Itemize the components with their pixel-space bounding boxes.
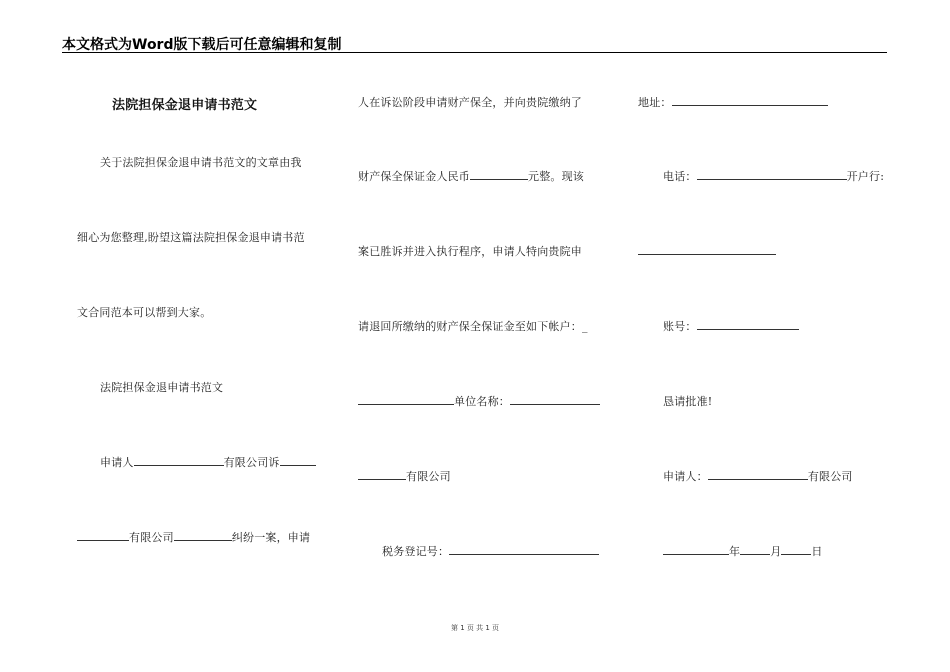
company-label-2: 有限公司 [406, 470, 451, 483]
phone-line [663, 168, 884, 184]
dispute-line [77, 529, 310, 545]
company-label-3: 有限公司 [807, 470, 853, 483]
applicant-blank [134, 454, 224, 466]
signature-line [663, 468, 853, 484]
tax-blank [449, 543, 599, 555]
dispute-label: 纠纷一案，申请 [231, 531, 311, 544]
document-title: 法院担保金退申请书范文 [112, 98, 258, 113]
applicant-line [100, 454, 316, 470]
intro-line-1: 关于法院担保金退申请书范文的文章由我 [100, 156, 302, 169]
subtitle: 法院担保金退申请书范文 [100, 381, 224, 394]
body-line-2 [358, 168, 584, 184]
deposit-amount-blank [470, 168, 528, 180]
year-label: 年 [729, 545, 741, 558]
body-line-1: 人在诉讼阶段申请财产保全，并向贵院缴纳了 [358, 96, 582, 109]
defendant-name-blank [77, 529, 129, 541]
company-name-blank [358, 468, 406, 480]
intro-line-3: 文合同范本可以帮到大家。 [77, 306, 212, 319]
body-line-3: 案已胜诉并进入执行程序，申请人特向贵院申 [358, 245, 582, 258]
day-blank [781, 543, 811, 555]
date-line [663, 543, 823, 559]
company-sue-label: 有限公司诉 [223, 456, 280, 469]
unit-name-blank [510, 393, 600, 405]
month-blank [740, 543, 770, 555]
deposit-amount-suffix: 元整。现该 [528, 170, 584, 183]
unit-name-label: 单位名称： [454, 395, 510, 408]
bank-blank [638, 243, 776, 255]
body-line-4: 请退回所缴纳的财产保全保证金至如下帐户：_ [358, 320, 588, 333]
header-divider [62, 52, 887, 53]
address-label: 地址： [638, 96, 672, 109]
account-label: 账号： [663, 320, 697, 333]
address-line [638, 94, 828, 110]
company-line [358, 468, 451, 484]
download-banner: 本文格式为Word版下载后可任意编辑和复制 [62, 37, 342, 53]
request-text: 恳请批准! [663, 395, 713, 408]
account-line [663, 318, 799, 334]
page-number: 第 1 页 共 1 页 [450, 624, 500, 632]
intro-line-2: 细心为您整理,盼望这篇法院担保金退申请书范 [77, 231, 305, 244]
company-label: 有限公司 [129, 531, 174, 544]
tax-label: 税务登记号： [382, 545, 450, 558]
month-label: 月 [770, 545, 782, 558]
phone-label: 电话： [663, 170, 697, 183]
dispute-type-blank [174, 529, 232, 541]
applicant-label-2: 申请人： [663, 470, 708, 483]
unit-prefix-blank [358, 393, 454, 405]
bank-label: 开户行: [846, 170, 885, 183]
unit-name-line [358, 393, 600, 409]
day-label: 日 [811, 545, 823, 558]
phone-blank [697, 168, 847, 180]
address-blank [672, 94, 828, 106]
year-blank [663, 543, 729, 555]
account-blank [697, 318, 799, 330]
applicant-sign-blank [708, 468, 808, 480]
deposit-amount-label: 财产保全保证金人民币 [358, 170, 470, 183]
tax-line [382, 543, 599, 559]
bank-line [638, 243, 776, 258]
applicant-label: 申请人 [100, 456, 134, 469]
defendant-blank [280, 454, 316, 466]
